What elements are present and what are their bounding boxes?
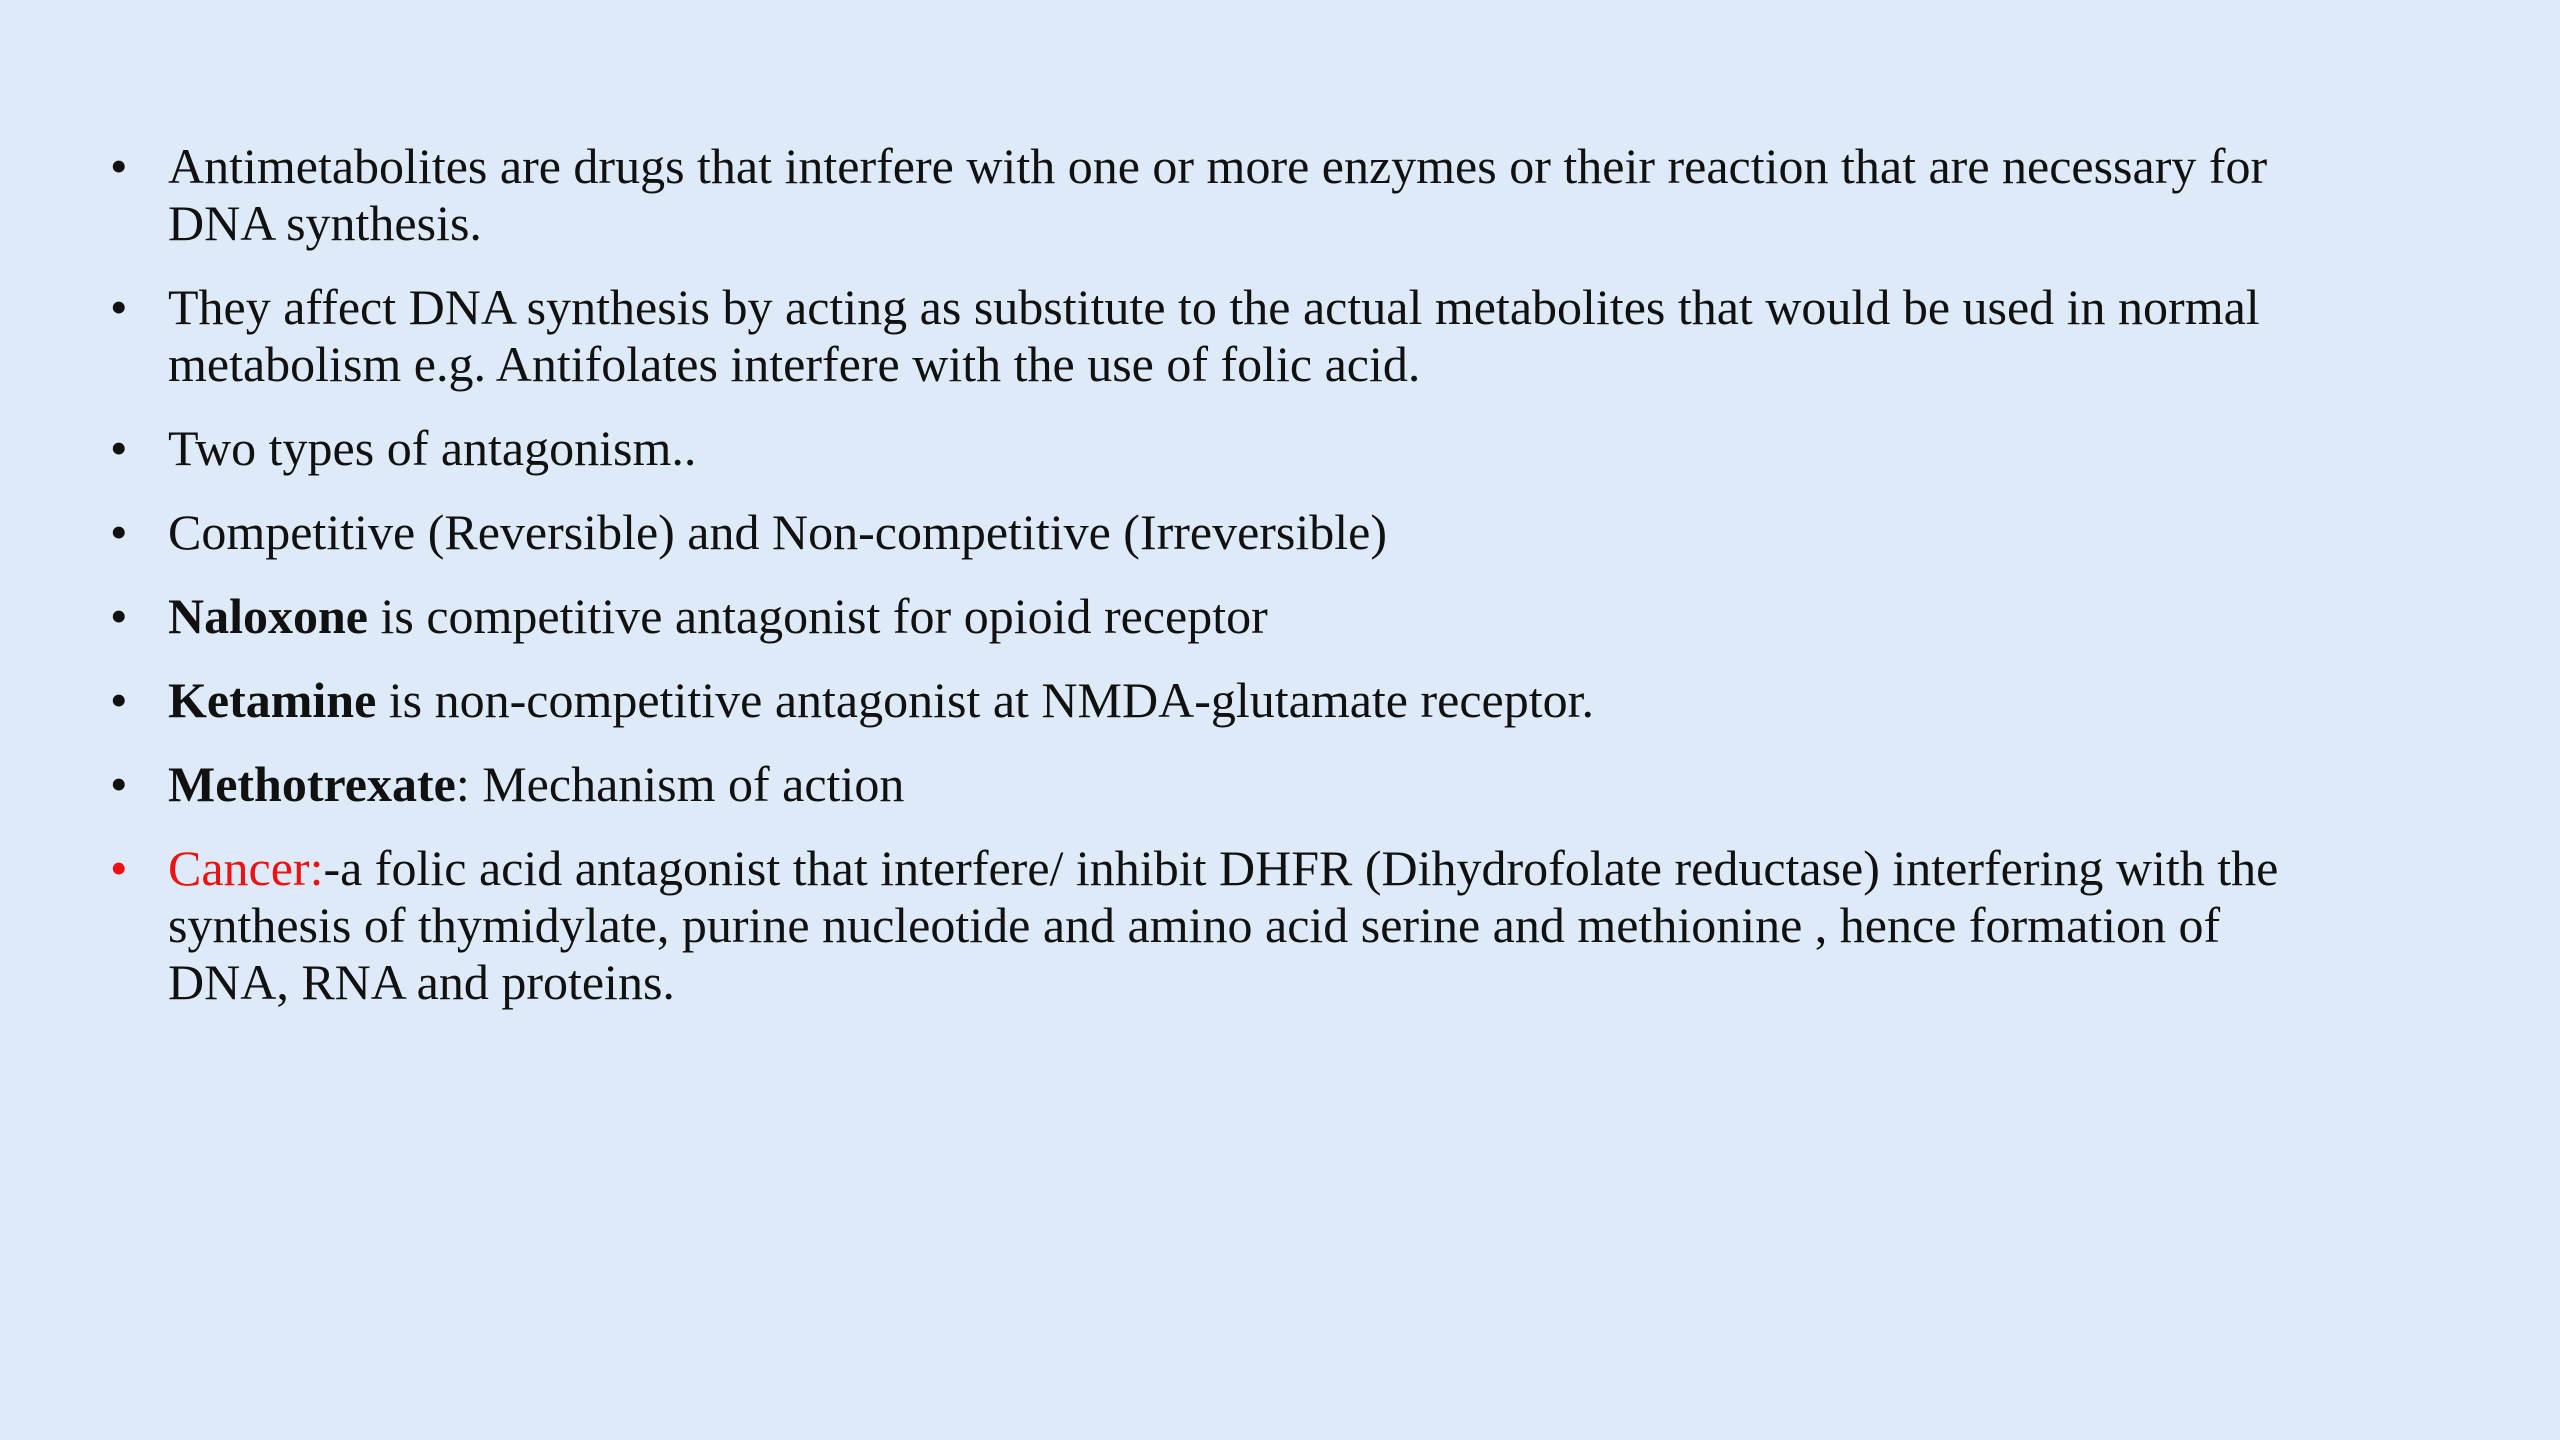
cancer-label: Cancer:: [168, 840, 324, 896]
bullet-text: Competitive (Reversible) and Non-competitive (Irreversible): [168, 504, 1388, 560]
bullet-item-competitive: [110, 504, 2310, 561]
bullet-text: They affect DNA synthesis by acting as substitute to the actual metabolites that would be used in normal metabolism e.g. Antifolates interfere with the use of folic acid.: [168, 279, 2260, 392]
bullet-marker: •: [110, 279, 128, 335]
bullet-marker: •: [110, 672, 128, 728]
drug-name-naloxone: Naloxone: [168, 588, 368, 644]
bullet-list: [110, 138, 2310, 1038]
bullet-item-ketamine: [110, 672, 2310, 729]
bullet-text-rest: is non-competitive antagonist at NMDA-glutamate receptor.: [376, 672, 1595, 728]
bullet-text: [168, 588, 1268, 644]
bullet-marker-red: •: [110, 840, 128, 896]
bullet-marker: •: [110, 588, 128, 644]
bullet-text-rest: -a folic acid antagonist that interfere/ inhibit DHFR (Dihydrofolate reductase) interfering with the synthesis of thymidylate, purine nucleotide and amino acid serine and methionine , hence formation of DNA, RNA and proteins.: [168, 840, 2279, 1010]
bullet-item-methotrexate: [110, 756, 2310, 813]
bullet-text: [168, 840, 2278, 1010]
bullet-item-dna-synthesis: [110, 279, 2310, 393]
bullet-marker: •: [110, 138, 128, 194]
bullet-item-cancer: [110, 840, 2310, 1011]
bullet-marker: •: [110, 504, 128, 560]
bullet-text-rest: : Mechanism of action: [455, 756, 905, 812]
bullet-text: Two types of antagonism..: [168, 420, 697, 476]
bullet-text-rest: is competitive antagonist for opioid receptor: [368, 588, 1268, 644]
bullet-item-antagonism-types: [110, 420, 2310, 477]
bullet-item-antimetabolites: [110, 138, 2310, 252]
bullet-marker: •: [110, 756, 128, 812]
bullet-text: [168, 672, 1594, 728]
drug-name-ketamine: Ketamine: [168, 672, 377, 728]
bullet-marker: •: [110, 420, 128, 476]
bullet-item-naloxone: [110, 588, 2310, 645]
drug-name-methotrexate: Methotrexate: [168, 756, 456, 812]
bullet-text: [168, 756, 904, 812]
bullet-text: Antimetabolites are drugs that interfere with one or more enzymes or their reaction that are necessary for DNA synthesis.: [168, 138, 2268, 251]
